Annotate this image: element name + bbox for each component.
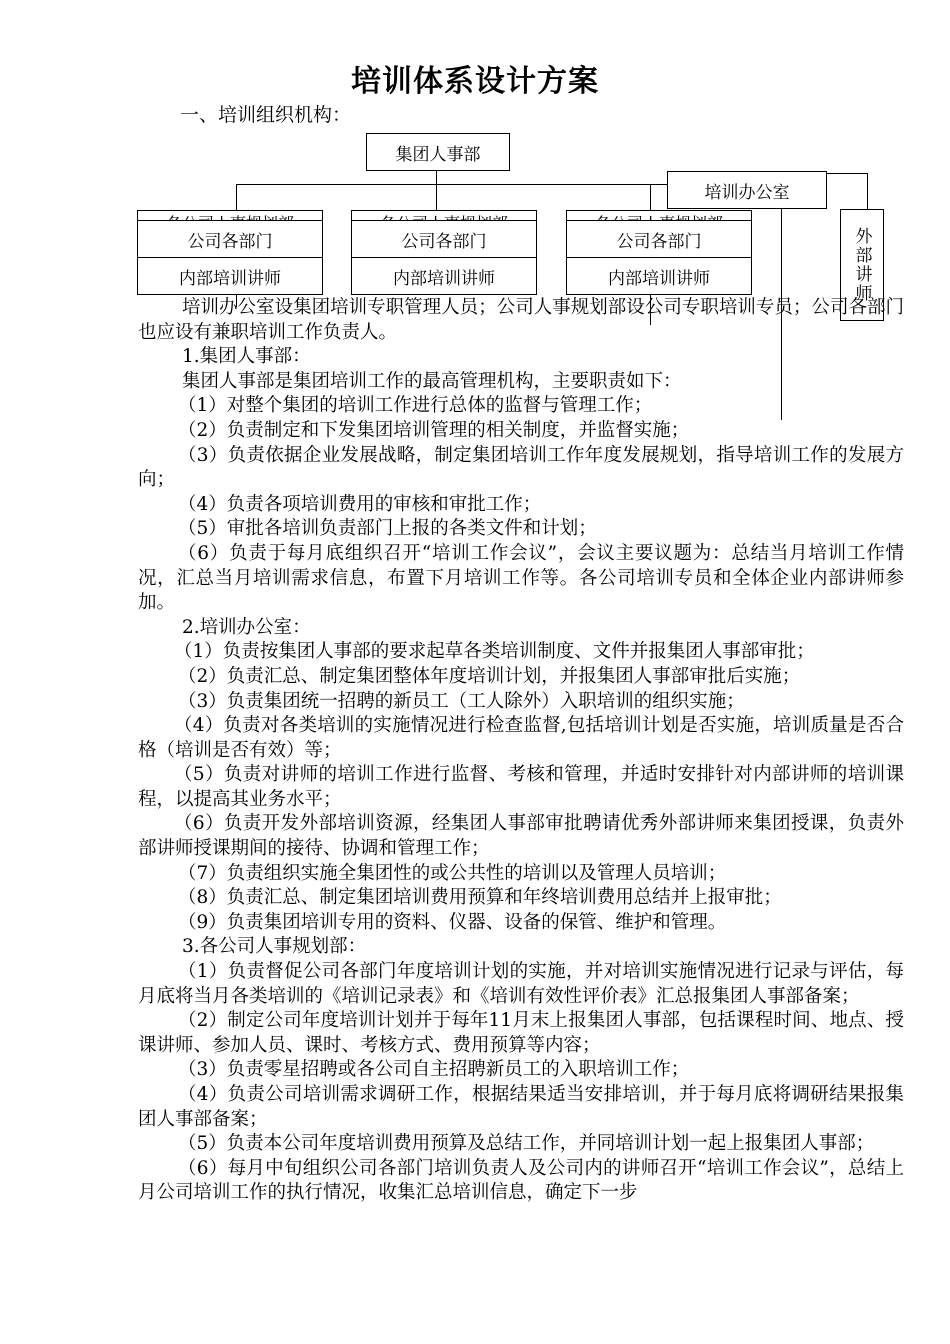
company-department-box: 公司各部门 <box>566 220 752 258</box>
paragraph: （1）对整个集团的培训工作进行总体的监督与管理工作； <box>178 395 653 417</box>
company-department-box: 公司各部门 <box>137 220 323 258</box>
paragraph: （1）负责按集团人事部的要求起草各类培训制度、文件并报集团人事部审批； <box>174 641 815 663</box>
connector-line <box>867 173 868 209</box>
paragraph: （5）负责本公司年度培训费用预算及总结工作，并同培训计划一起上报集团人事部； <box>178 1133 875 1155</box>
section-heading: 一、培训组织机构： <box>180 104 352 126</box>
paragraph: 培训办公室设集团培训专职管理人员；公司人事规划部设公司专职培训专员；公司各部门也应设有兼职培训工作负责人。 <box>138 297 904 343</box>
connector-line <box>826 173 868 174</box>
paragraph: （3）负责零星招聘或各公司自主招聘新员工的入职培训工作； <box>178 1059 690 1081</box>
paragraph: （4）负责公司培训需求调研工作，根据结果适当安排培训，并于每月底将调研结果报集团人事部备案； <box>138 1084 904 1130</box>
paragraph: （3）负责集团统一招聘的新员工（工人除外）入职培训的组织实施； <box>178 690 745 712</box>
training-office-box: 培训办公室 <box>667 171 827 209</box>
paragraph: （9）负责集团培训专用的资料、仪器、设备的保管、维护和管理。 <box>178 911 727 933</box>
paragraph: （5）负责对讲师的培训工作进行监督、考核和管理，并适时安排针对内部讲师的培训课程，以提高其业务水平； <box>138 764 904 810</box>
connector-line <box>436 171 437 185</box>
paragraph: （2）制定公司年度培训计划并于每年11月末上报集团人事部，包括课程时间、地点、授课讲师、参加人员、课时、考核方式、费用预算等内容； <box>138 1010 904 1056</box>
paragraph: （4）负责对各类培训的实施情况进行检查监督,包括培训计划是否实施，培训质量是否合格（培训是否有效）等； <box>138 715 904 761</box>
company-department-box: 公司各部门 <box>351 220 537 258</box>
paragraph: （5）审批各培训负责部门上报的各类文件和计划； <box>178 518 597 540</box>
internal-lecturer-box: 内部培训讲师 <box>566 257 752 295</box>
paragraph: （6）每月中旬组织公司各部门培训负责人及公司内的讲师召开“培训工作会议”，总结上月公司培训工作的执行情况，收集汇总培训信息，确定下一步 <box>138 1157 904 1204</box>
paragraph: 3.各公司人事规划部： <box>182 936 367 958</box>
paragraph: （2）负责制定和下发集团培训管理的相关制度，并监督实施； <box>178 419 690 441</box>
internal-lecturer-box: 内部培训讲师 <box>137 257 323 295</box>
paragraph: （1）负责督促公司各部门年度培训计划的实施，并对培训实施情况进行记录与评估，每月底将当月各类培训的《培训记录表》和《培训有效性评价表》汇总报集团人事部备案； <box>138 961 904 1007</box>
document-body <box>138 296 904 1206</box>
internal-lecturer-box: 内部培训讲师 <box>351 257 537 295</box>
page-title: 培训体系设计方案 <box>351 64 599 99</box>
connector-line <box>236 184 668 185</box>
paragraph: （6）负责开发外部培训资源，经集团人事部审批聘请优秀外部讲师来集团授课，负责外部讲师授课期间的接待、协调和管理工作； <box>138 813 904 860</box>
paragraph: （2）负责汇总、制定集团整体年度培训计划，并报集团人事部审批后实施； <box>178 665 801 687</box>
paragraph: （3）负责依据企业发展战略，制定集团培训工作年度发展规划，指导培训工作的发展方向； <box>138 444 904 491</box>
paragraph: （4）负责各项培训费用的审核和审批工作； <box>178 493 542 515</box>
paragraph: （7）负责组织实施全集团性的或公共性的培训以及管理人员培训； <box>178 862 727 884</box>
paragraph: 1.集团人事部： <box>182 346 311 368</box>
paragraph: （6）负责于每月底组织召开“培训工作会议”，会议主要议题为：总结当月培训工作情况，汇总当月培训需求信息，布置下月培训工作等。各公司培训专员和全体企业内部讲师参加。 <box>138 542 904 614</box>
paragraph: （8）负责汇总、制定集团培训费用预算和年终培训费用总结并上报审批； <box>178 887 782 909</box>
hq-box: 集团人事部 <box>366 133 510 171</box>
external-lecturer-label: 外部讲师 <box>851 227 872 303</box>
paragraph: 2.培训办公室： <box>182 616 311 638</box>
paragraph: 集团人事部是集团培训工作的最高管理机构，主要职责如下： <box>182 370 682 392</box>
